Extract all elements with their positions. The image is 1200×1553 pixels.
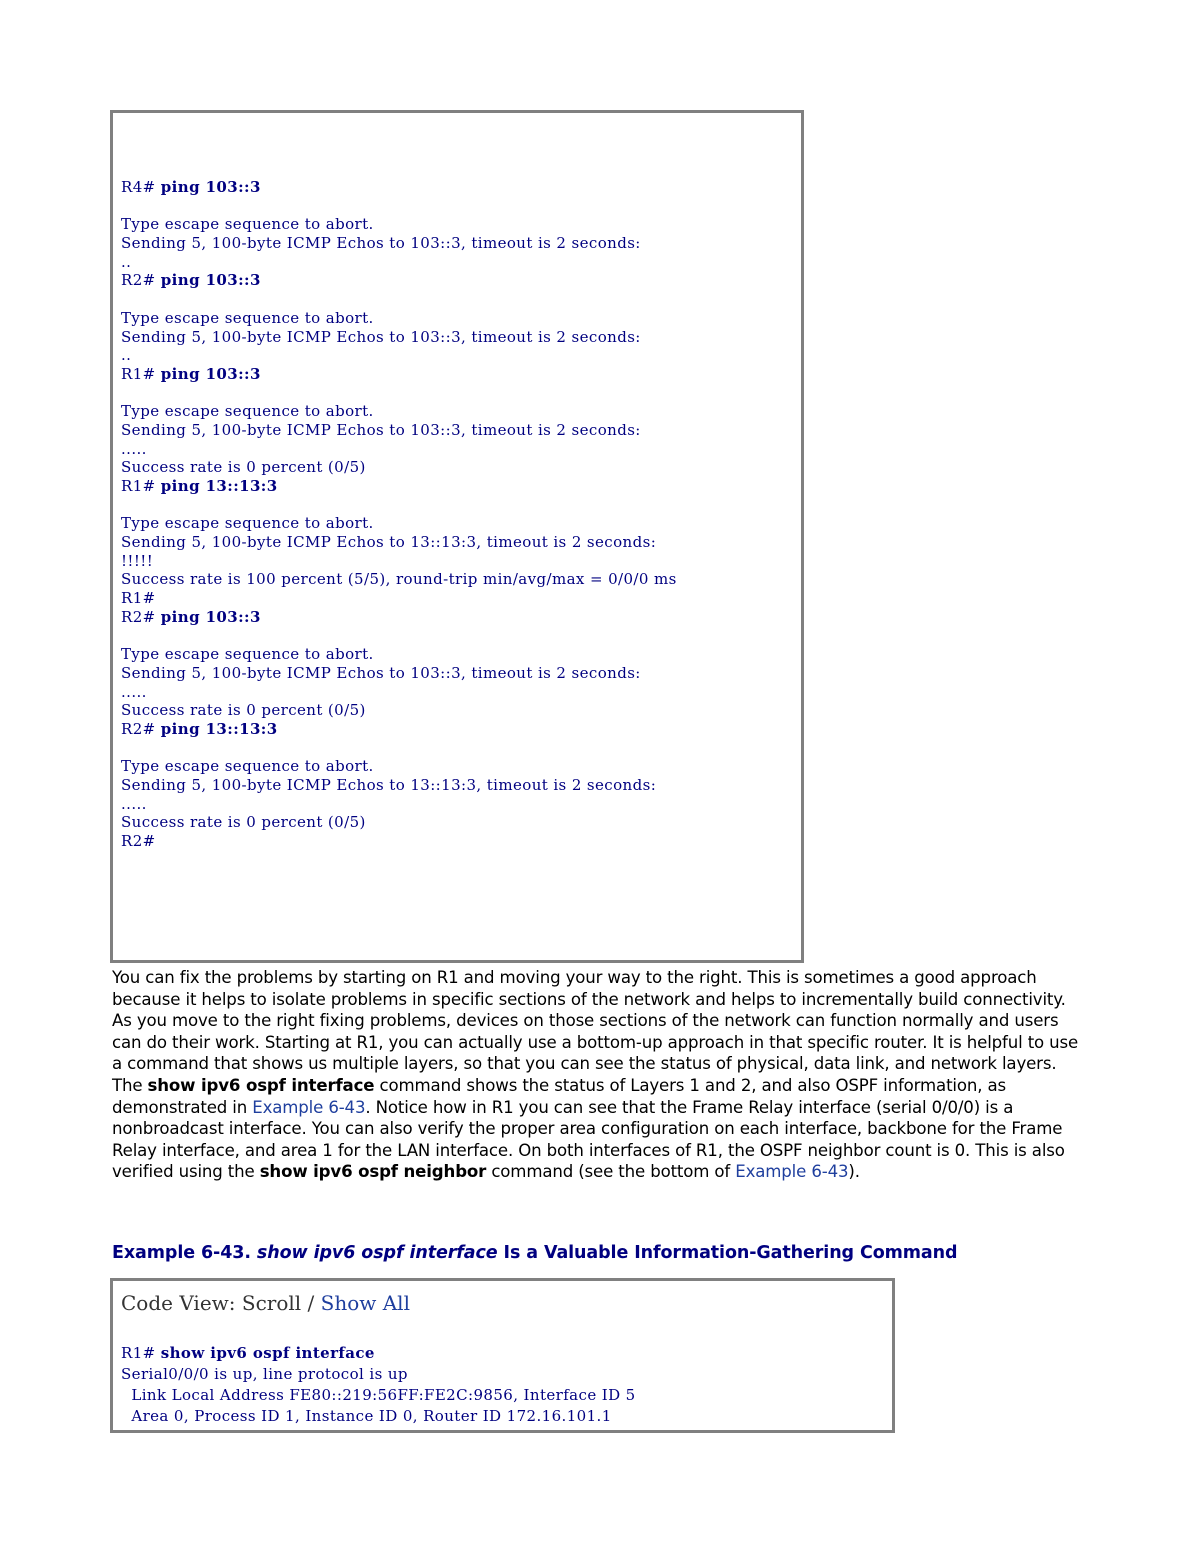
code-view-header	[121, 1291, 410, 1315]
command: ping 103::3	[160, 271, 261, 290]
code-line	[121, 271, 677, 290]
code-listing-show-interface	[110, 1278, 895, 1433]
code-line: Link Local Address FE80::219:56FF:FE2C:9856, Interface ID 5	[121, 1386, 636, 1404]
example-label: Example 6-43.	[112, 1243, 257, 1263]
code-line: Sending 5, 100-byte ICMP Echos to 13::13:3, timeout is 2 seconds:	[121, 533, 657, 552]
show-all-link[interactable]: Show All	[320, 1291, 410, 1315]
code-line	[121, 739, 677, 758]
prompt: R2#	[121, 719, 161, 738]
code-line: ..	[121, 346, 132, 365]
example-description: Is a Valuable Information-Gathering Command	[497, 1243, 958, 1263]
example-link[interactable]: Example 6-43	[252, 1097, 366, 1117]
prompt: R1#	[121, 1344, 161, 1362]
code-line: Type escape sequence to abort.	[121, 402, 374, 421]
paragraph-text: command shows the status of Layers 1 and 2, and also OSPF information, as demonstrated in	[112, 1075, 1007, 1117]
command: ping 13::13:3	[160, 719, 278, 738]
code-line: Sending 5, 100-byte ICMP Echos to 103::3, timeout is 2 seconds:	[121, 327, 641, 346]
code-line	[121, 720, 677, 739]
code-line: .....	[121, 682, 147, 701]
code-line: Success rate is 0 percent (0/5)	[121, 458, 366, 477]
code-line	[121, 384, 677, 403]
code-line: Serial0/0/0 is up, line protocol is up	[121, 1365, 408, 1383]
code-line: Success rate is 0 percent (0/5)	[121, 701, 366, 720]
code-listing-ping-output	[110, 110, 804, 963]
command-show-ipv6-ospf-neighbor: show ipv6 ospf neighbor	[259, 1162, 487, 1182]
example-command: show ipv6 ospf interface	[256, 1243, 498, 1263]
code-lines	[121, 178, 677, 851]
code-line: Sending 5, 100-byte ICMP Echos to 103::3, timeout is 2 seconds:	[121, 234, 641, 253]
example-link[interactable]: Example 6-43	[735, 1162, 849, 1182]
prompt: R2#	[121, 607, 161, 626]
code-line	[121, 608, 677, 627]
code-line: Sending 5, 100-byte ICMP Echos to 103::3, timeout is 2 seconds:	[121, 420, 641, 439]
paragraph-text: You can fix the problems by starting on R1 and moving your way to the right. This is sometimes a good approach because it helps to isolate problems in specific sections of the network and helps to incrementally build connectivity. As you move to the right fixing problems, devices on those sections of the network can function normally and users can do their work. Starting at R1, you can actually use a bottom-up approach in that specific router. It is helpful to use a command that shows us multiple layers, so that you can see the status of physical, data link, and network layers. The	[112, 968, 1079, 1095]
command: show ipv6 ospf interface	[160, 1344, 375, 1362]
code-lines	[121, 1343, 636, 1427]
code-line	[121, 178, 677, 197]
code-line	[121, 290, 677, 309]
command: ping 13::13:3	[160, 477, 278, 495]
body-paragraph	[112, 967, 1087, 1183]
code-line: Success rate is 100 percent (5/5), round-trip min/avg/max = 0/0/0 ms	[121, 570, 677, 589]
prompt: R2#	[121, 271, 161, 290]
prompt: R4#	[121, 178, 161, 196]
command: ping 103::3	[160, 364, 261, 383]
code-line: ..	[121, 252, 132, 271]
paragraph-text: . Notice how in R1 you can see that the Frame Relay interface (serial 0/0/0) is a nonbroadcast interface. You can also verify the proper area configuration on each interface, backbone for the Frame Relay interface, and area 1 for the LAN interface. On both interfaces of R1, the OSPF neighbor count is 0. This is also verified using the	[112, 1097, 1065, 1182]
prompt: R1#	[121, 364, 161, 383]
code-line: Type escape sequence to abort.	[121, 645, 374, 664]
paragraph-text: command (see the bottom of	[486, 1162, 736, 1182]
code-line: Sending 5, 100-byte ICMP Echos to 103::3, timeout is 2 seconds:	[121, 663, 641, 682]
code-line: R1#	[121, 589, 156, 608]
code-view-label: Code View: Scroll /	[121, 1291, 321, 1315]
code-line: R2#	[121, 832, 156, 851]
code-line: Area 0, Process ID 1, Instance ID 0, Router ID 172.16.101.1	[121, 1407, 612, 1425]
code-line	[121, 1343, 636, 1364]
code-line: Sending 5, 100-byte ICMP Echos to 13::13:3, timeout is 2 seconds:	[121, 776, 657, 794]
prompt: R1#	[121, 477, 161, 495]
code-line	[121, 477, 677, 496]
code-line	[121, 365, 677, 384]
code-line: .....	[121, 439, 147, 458]
code-line: Type escape sequence to abort.	[121, 757, 374, 776]
code-line: Type escape sequence to abort.	[121, 514, 374, 533]
code-line: Success rate is 0 percent (0/5)	[121, 813, 366, 832]
command: ping 103::3	[160, 178, 261, 196]
code-line: Type escape sequence to abort.	[121, 308, 374, 327]
code-line: Type escape sequence to abort.	[121, 215, 374, 234]
code-line	[121, 197, 677, 216]
code-line: .....	[121, 794, 147, 813]
command: ping 103::3	[160, 607, 261, 626]
example-title	[112, 1243, 957, 1263]
command-show-ipv6-ospf-interface: show ipv6 ospf interface	[147, 1075, 375, 1095]
code-line	[121, 496, 677, 515]
paragraph-text: ).	[848, 1162, 860, 1182]
code-line	[121, 627, 677, 646]
code-line: !!!!!	[121, 551, 154, 570]
